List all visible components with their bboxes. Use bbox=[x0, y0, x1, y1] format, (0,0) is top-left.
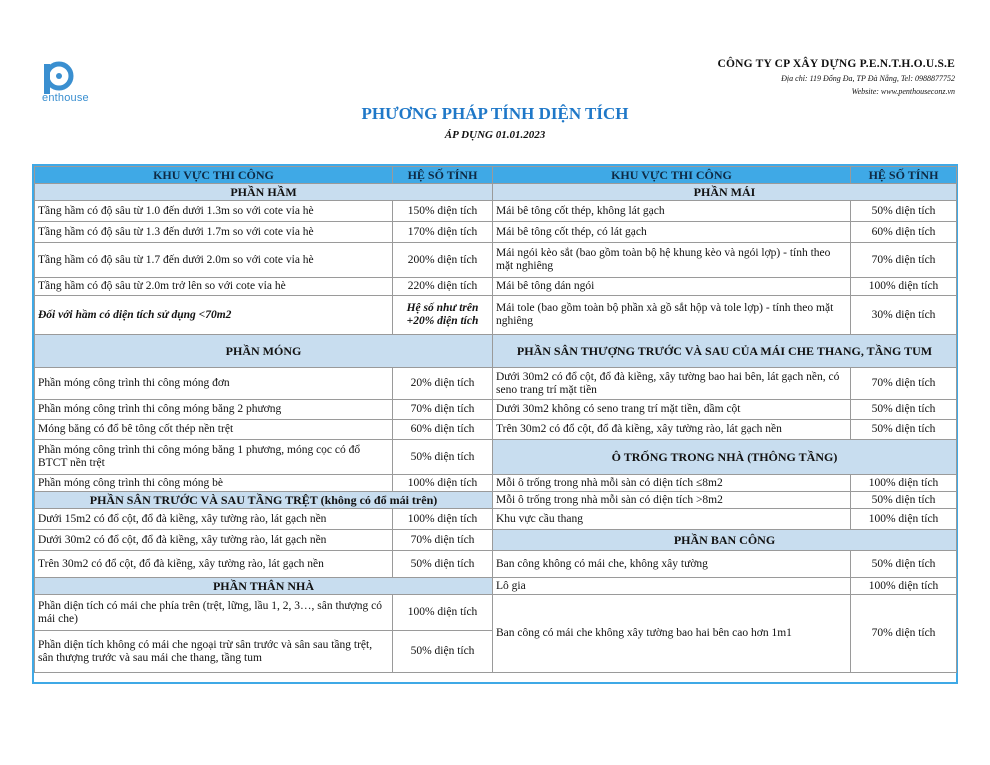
table-row bbox=[493, 243, 957, 278]
area-cell: Dưới 30m2 có đổ cột, đổ đà kiềng, xây tường rào, lát gạch nền bbox=[35, 530, 393, 551]
coef-cell: 50% diện tích bbox=[393, 551, 493, 578]
table-row bbox=[493, 509, 957, 530]
table-row bbox=[35, 595, 493, 631]
table-row bbox=[35, 530, 493, 551]
table-row bbox=[35, 631, 493, 673]
coef-cell: 200% diện tích bbox=[393, 243, 493, 278]
table-row bbox=[35, 368, 493, 400]
table-row bbox=[493, 492, 957, 509]
coef-cell: 70% diện tích bbox=[851, 243, 957, 278]
section-header bbox=[35, 492, 493, 509]
coef-cell: 70% diện tích bbox=[393, 400, 493, 420]
section-title: PHẦN HẦM bbox=[35, 184, 493, 201]
coef-cell: 100% diện tích bbox=[393, 595, 493, 631]
coef-cell: 220% diện tích bbox=[393, 278, 493, 296]
section-header bbox=[493, 184, 957, 201]
coef-cell: 100% diện tích bbox=[851, 578, 957, 595]
company-name: CÔNG TY CP XÂY DỰNG P.E.N.T.H.O.U.S.E bbox=[717, 58, 955, 70]
coef-cell: 60% diện tích bbox=[393, 420, 493, 440]
table-row bbox=[35, 222, 493, 243]
area-cell: Dưới 15m2 có đổ cột, đổ đà kiềng, xây tường rào, lát gạch nền bbox=[35, 509, 393, 530]
table-row bbox=[35, 420, 493, 440]
table-row bbox=[493, 296, 957, 335]
table-header bbox=[493, 167, 957, 184]
coef-cell: 50% diện tích bbox=[851, 492, 957, 509]
table-header bbox=[35, 167, 493, 184]
table-row bbox=[493, 595, 957, 673]
coef-cell: 70% diện tích bbox=[393, 530, 493, 551]
section-title: PHẦN BAN CÔNG bbox=[493, 530, 957, 551]
section-title: PHẦN SÂN TRƯỚC VÀ SAU TẦNG TRỆT (không có đổ mái trên) bbox=[35, 492, 493, 509]
coef-cell: Hệ số như trên +20% diện tích bbox=[393, 296, 493, 335]
area-cell: Tầng hầm có độ sâu từ 1.0 đến dưới 1.3m so với cote vỉa hè bbox=[35, 201, 393, 222]
area-cell: Phần móng công trình thi công móng đơn bbox=[35, 368, 393, 400]
table-row bbox=[35, 475, 493, 492]
table-row bbox=[35, 440, 493, 475]
coef-cell: 50% diện tích bbox=[393, 631, 493, 673]
page-title: PHƯƠNG PHÁP TÍNH DIỆN TÍCH bbox=[361, 104, 629, 123]
section-header bbox=[493, 530, 957, 551]
table-row bbox=[35, 400, 493, 420]
section-title: PHẦN SÂN THƯỢNG TRƯỚC VÀ SAU CỦA MÁI CHE THANG, TẦNG TUM bbox=[493, 335, 957, 368]
table-row bbox=[493, 551, 957, 578]
right-table bbox=[492, 166, 956, 673]
area-cell: Mỗi ô trống trong nhà mỗi sàn có diện tích ≤8m2 bbox=[493, 475, 851, 492]
company-website: Website: www.penthouseconz.vn bbox=[851, 87, 955, 96]
table-row bbox=[493, 420, 957, 440]
coef-cell: 30% diện tích bbox=[851, 296, 957, 335]
coef-cell: 150% diện tích bbox=[393, 201, 493, 222]
area-cell: Phần diện tích không có mái che ngoại trừ sân trước và sân sau tầng trệt, sân thượng trước và sau mái che thang, tầng tum bbox=[35, 631, 393, 673]
section-header bbox=[493, 335, 957, 368]
area-cell: Tầng hầm có độ sâu từ 1.3 đến dưới 1.7m so với cote vỉa hè bbox=[35, 222, 393, 243]
area-cell: Mái ngói kèo sắt (bao gồm toàn bộ hệ khung kèo và ngói lợp) - tính theo mặt nghiêng bbox=[493, 243, 851, 278]
area-cell: Móng băng có đổ bê tông cốt thép nền trệt bbox=[35, 420, 393, 440]
coef-cell: 50% diện tích bbox=[851, 201, 957, 222]
area-cell: Trên 30m2 có đổ cột, đổ đà kiềng, xây tường rào, lát gạch nền bbox=[35, 551, 393, 578]
coef-cell: 70% diện tích bbox=[851, 595, 957, 673]
coef-cell: 100% diện tích bbox=[393, 509, 493, 530]
area-cell: Ban công có mái che không xây tường bao hai bên cao hơn 1m1 bbox=[493, 595, 851, 673]
area-cell: Phần móng công trình thi công móng băng 2 phương bbox=[35, 400, 393, 420]
table-row bbox=[493, 222, 957, 243]
table-row bbox=[35, 551, 493, 578]
section-header bbox=[35, 184, 493, 201]
coef-cell: 60% diện tích bbox=[851, 222, 957, 243]
area-cell: Tầng hầm có độ sâu từ 1.7 đến dưới 2.0m so với cote vỉa hè bbox=[35, 243, 393, 278]
area-cell: Mái bê tông dán ngói bbox=[493, 278, 851, 296]
section-header bbox=[493, 440, 957, 475]
header-coef: HỆ SỐ TÍNH bbox=[851, 167, 957, 184]
area-cell: Phần móng công trình thi công móng băng 1 phương, móng cọc có đổ BTCT nền trệt bbox=[35, 440, 393, 475]
area-cell: Trên 30m2 có đổ cột, đổ đà kiềng, xây tường rào, lát gạch nền bbox=[493, 420, 851, 440]
area-calculation-table bbox=[32, 164, 958, 684]
coef-cell: 50% diện tích bbox=[851, 400, 957, 420]
area-cell: Phần móng công trình thi công móng bè bbox=[35, 475, 393, 492]
section-header bbox=[35, 578, 493, 595]
table-row bbox=[493, 578, 957, 595]
section-title: PHẦN THÂN NHÀ bbox=[35, 578, 493, 595]
table-row bbox=[493, 278, 957, 296]
page-subtitle: ÁP DỤNG 01.01.2023 bbox=[444, 129, 546, 141]
coef-cell: 100% diện tích bbox=[851, 475, 957, 492]
section-title: PHẦN MÁI bbox=[493, 184, 957, 201]
logo-wordmark: enthouse bbox=[42, 92, 89, 104]
area-cell: Dưới 30m2 không có seno trang trí mặt tiền, dầm cột bbox=[493, 400, 851, 420]
area-cell: Phần diện tích có mái che phía trên (trệt, lững, lầu 1, 2, 3…, sân thượng có mái che) bbox=[35, 595, 393, 631]
left-table bbox=[34, 166, 492, 673]
coef-cell: 50% diện tích bbox=[851, 551, 957, 578]
table-row bbox=[35, 296, 493, 335]
area-cell: Lô gia bbox=[493, 578, 851, 595]
coef-cell: 20% diện tích bbox=[393, 368, 493, 400]
coef-cell: 100% diện tích bbox=[851, 509, 957, 530]
company-info bbox=[717, 58, 955, 96]
table-row bbox=[35, 201, 493, 222]
table-row bbox=[493, 475, 957, 492]
table-row bbox=[35, 278, 493, 296]
section-title: Ô TRỐNG TRONG NHÀ (THÔNG TẦNG) bbox=[493, 440, 957, 475]
company-address: Địa chỉ: 119 Đống Đa, TP Đà Nẵng, Tel: 0988877752 bbox=[781, 74, 955, 83]
table-row bbox=[493, 368, 957, 400]
table-row bbox=[35, 509, 493, 530]
header-area: KHU VỰC THI CÔNG bbox=[493, 167, 851, 184]
area-cell: Ban công không có mái che, không xây tường bbox=[493, 551, 851, 578]
coef-cell: 50% diện tích bbox=[851, 420, 957, 440]
table-row bbox=[493, 400, 957, 420]
table-row bbox=[493, 201, 957, 222]
area-cell: Mái bê tông cốt thép, có lát gạch bbox=[493, 222, 851, 243]
coef-cell: 50% diện tích bbox=[393, 440, 493, 475]
coef-cell: 100% diện tích bbox=[393, 475, 493, 492]
section-title: PHẦN MÓNG bbox=[35, 335, 493, 368]
area-cell: Tầng hầm có độ sâu từ 2.0m trở lên so với cote vỉa hè bbox=[35, 278, 393, 296]
coef-cell: 70% diện tích bbox=[851, 368, 957, 400]
table-row bbox=[35, 243, 493, 278]
area-cell: Đối với hầm có diện tích sử dụng <70m2 bbox=[35, 296, 393, 335]
header-coef: HỆ SỐ TÍNH bbox=[393, 167, 493, 184]
header-area: KHU VỰC THI CÔNG bbox=[35, 167, 393, 184]
area-cell: Mỗi ô trống trong nhà mỗi sàn có diện tích >8m2 bbox=[493, 492, 851, 509]
area-cell: Mái bê tông cốt thép, không lát gạch bbox=[493, 201, 851, 222]
coef-cell: 170% diện tích bbox=[393, 222, 493, 243]
area-cell: Khu vực cầu thang bbox=[493, 509, 851, 530]
area-cell: Mái tole (bao gồm toàn bộ phần xà gồ sắt hộp và tole lợp) - tính theo mặt nghiêng bbox=[493, 296, 851, 335]
section-header bbox=[35, 335, 493, 368]
coef-cell: 100% diện tích bbox=[851, 278, 957, 296]
area-cell: Dưới 30m2 có đổ cột, đổ đà kiềng, xây tường bao hai bên, lát gạch nền, có seno trang trí mặt tiền bbox=[493, 368, 851, 400]
